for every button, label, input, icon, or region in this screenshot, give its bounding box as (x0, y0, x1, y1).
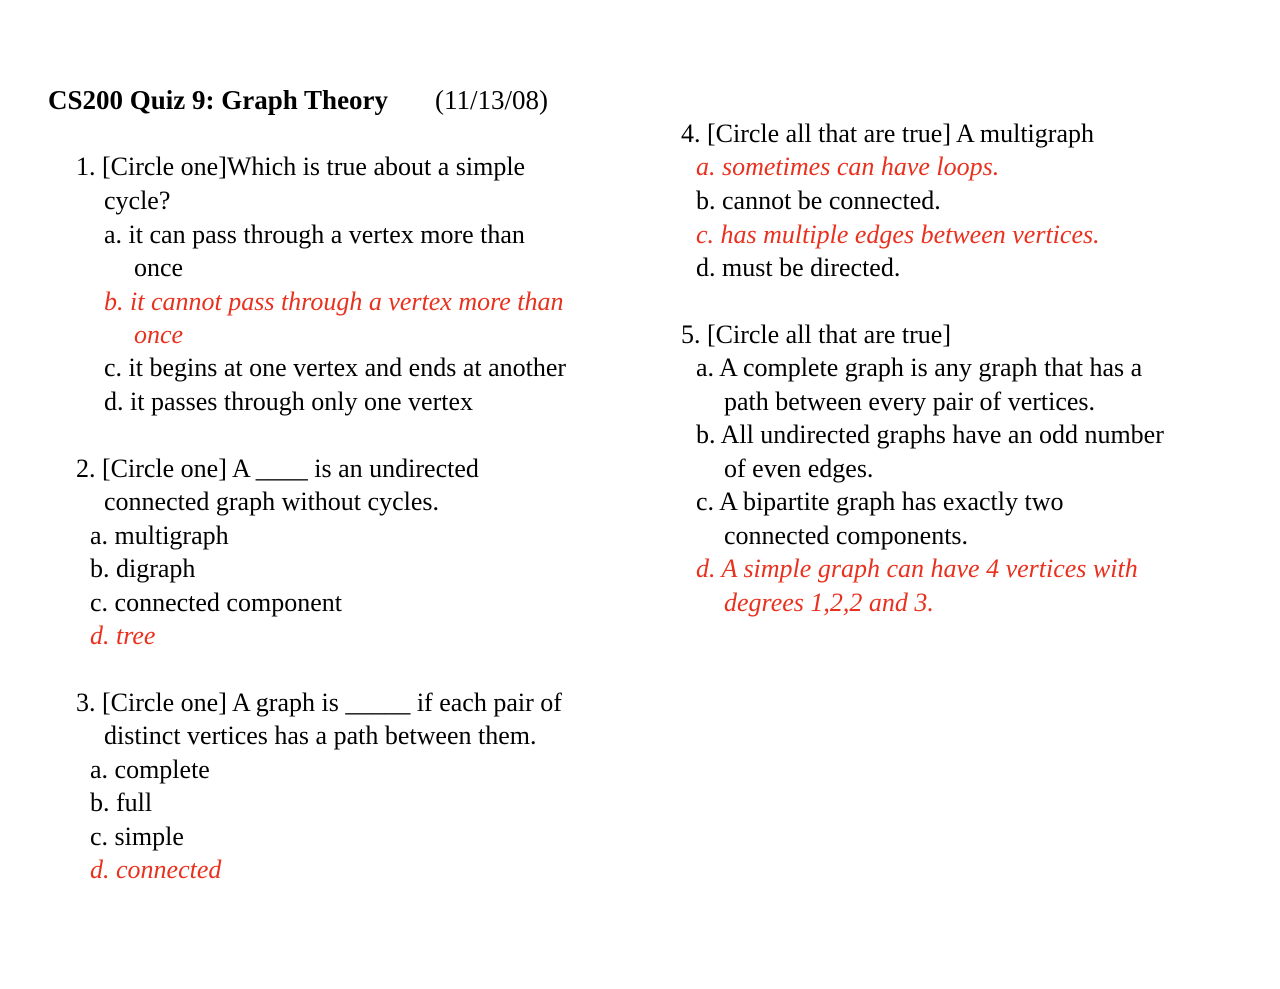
question-5-option-b: b. All undirected graphs have an odd number (696, 420, 1164, 449)
question-4-option-c-answer: c. has multiple edges between vertices. (696, 220, 1100, 249)
question-2-option-b: b. digraph (90, 554, 196, 583)
question-5-stem: 5. [Circle all that are true] (681, 320, 951, 349)
question-3-option-b: b. full (90, 788, 153, 817)
question-1-stem-cont: cycle? (104, 186, 171, 215)
question-5-option-d-answer: d. A simple graph can have 4 vertices with (696, 554, 1138, 583)
question-5-option-d-answer-cont: degrees 1,2,2 and 3. (724, 588, 934, 617)
question-1-stem: 1. [Circle one]Which is true about a simple (76, 152, 526, 181)
question-2-option-c: c. connected component (90, 588, 342, 617)
question-1-option-d: d. it passes through only one vertex (104, 387, 473, 416)
question-2-stem-cont: connected graph without cycles. (104, 487, 439, 516)
question-3-stem: 3. [Circle one] A graph is _____ if each pair of (76, 688, 562, 717)
question-3-option-a: a. complete (90, 755, 210, 784)
question-5-option-c-cont: connected components. (724, 521, 969, 550)
question-1-option-b-answer-cont: once (134, 320, 184, 349)
question-1-option-b-answer: b. it cannot pass through a vertex more than (104, 287, 564, 316)
question-1-option-c: c. it begins at one vertex and ends at another (104, 353, 567, 382)
question-1-option-a: a. it can pass through a vertex more than (104, 220, 525, 249)
question-4-stem: 4. [Circle all that are true] A multigraph (681, 119, 1094, 148)
question-1-option-a-cont: once (134, 253, 184, 282)
question-4-option-a-answer: a. sometimes can have loops. (696, 152, 1000, 181)
question-3-stem-cont: distinct vertices has a path between them. (104, 721, 537, 750)
question-4-option-b: b. cannot be connected. (696, 186, 941, 215)
question-2-option-a: a. multigraph (90, 521, 229, 550)
question-5-option-a: a. A complete graph is any graph that has a (696, 353, 1143, 382)
quiz-date: (11/13/08) (435, 85, 548, 115)
question-3-option-d-answer: d. connected (90, 855, 222, 884)
question-2-option-d-answer: d. tree (90, 621, 156, 650)
question-5-option-b-cont: of even edges. (724, 454, 874, 483)
question-2-stem: 2. [Circle one] A ____ is an undirected (76, 454, 479, 483)
question-3-option-c: c. simple (90, 822, 184, 851)
quiz-title: CS200 Quiz 9: Graph Theory (48, 85, 389, 115)
question-4-option-d: d. must be directed. (696, 253, 901, 282)
question-5-option-c: c. A bipartite graph has exactly two (696, 487, 1064, 516)
question-5-option-a-cont: path between every pair of vertices. (724, 387, 1096, 416)
